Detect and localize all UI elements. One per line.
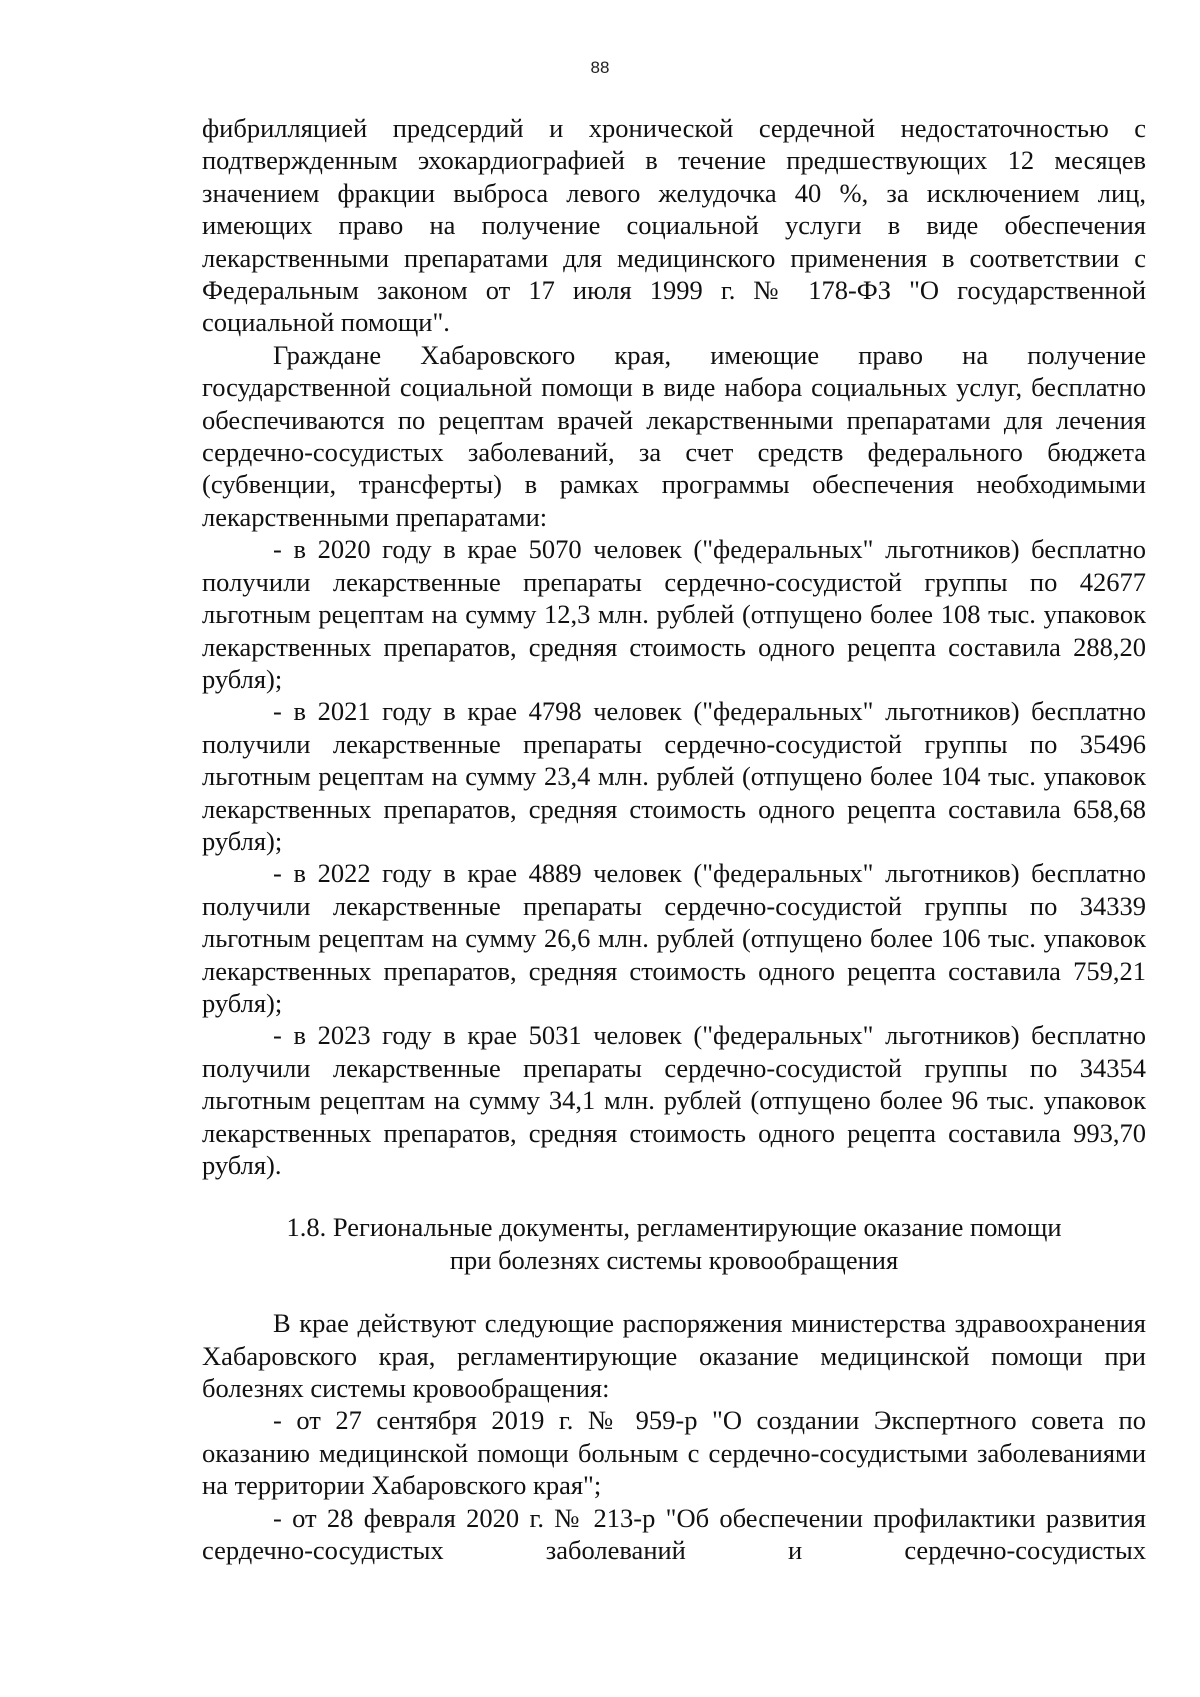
paragraph-regional-orders: В крае действуют следующие распоряжения министерства здравоохранения Хабаровского края, регламентирующие оказание медицинской помощи при болезнях системы кровообращения:	[202, 1308, 1146, 1404]
section-heading-line-2: при болезнях системы кровообращения	[449, 1244, 899, 1275]
list-item-2022: - в 2022 году в крае 4889 человек ("федеральных" льготников) бесплатно получили лекарственные препараты сердечно-сосудистой группы по 34339 льготным рецептам на сумму 26,6 млн. рублей (отпущено более 106 тыс. упаковок лекарственных препаратов, средняя стоимость одного рецепта составила 759,21 рубля);	[202, 858, 1146, 1018]
document-body	[202, 112, 1146, 1566]
paragraph-continuation: фибрилляцией предсердий и хронической сердечной недостаточностью с подтвержденным эхокардиографией в течение предшествующих 12 месяцев значением фракции выброса левого желудочка 40 %, за исключением лиц, имеющих право на получение социальной услуги в виде обеспечения лекарственными препаратами для медицинского применения в соответствии с Федеральным законом от 17 июля 1999 г. № 178-ФЗ "О государственной социальной помощи".	[202, 113, 1146, 338]
section-heading-line-1: 1.8. Региональные документы, регламентирующие оказание помощи	[286, 1212, 1062, 1243]
section-heading	[202, 1211, 1146, 1276]
page-number: 88	[590, 58, 610, 77]
list-item-2020: - в 2020 году в крае 5070 человек ("федеральных" льготников) бесплатно получили лекарственные препараты сердечно-сосудистой группы по 42677 льготным рецептам на сумму 12,3 млн. рублей (отпущено более 108 тыс. упаковок лекарственных препаратов, средняя стоимость одного рецепта составила 288,20 рубля);	[202, 534, 1146, 694]
list-item-2023: - в 2023 году в крае 5031 человек ("федеральных" льготников) бесплатно получили лекарственные препараты сердечно-сосудистой группы по 34354 льготным рецептам на сумму 34,1 млн. рублей (отпущено более 96 тыс. упаковок лекарственных препаратов, средняя стоимость одного рецепта составила 993,70 рубля).	[202, 1020, 1146, 1180]
paragraph-citizens-benefits: Граждане Хабаровского края, имеющие право на получение государственной социальной помощи в виде набора социальных услуг, бесплатно обеспечиваются по рецептам врачей лекарственными препаратами для лечения сердечно-сосудистых заболеваний, за счет средств федерального бюджета (субвенции, трансферты) в рамках программы обеспечения необходимыми лекарственными препаратами:	[202, 339, 1146, 532]
list-item-order-959: - от 27 сентября 2019 г. № 959-р "О создании Экспертного совета по оказанию медицинской помощи больным с сердечно-сосудистыми заболеваниями на территории Хабаровского края";	[202, 1405, 1146, 1501]
list-item-order-213: - от 28 февраля 2020 г. № 213-р "Об обеспечении профилактики развития сердечно-сосудистых заболеваний и сердечно-сосудистых	[202, 1502, 1146, 1566]
list-item-2021: - в 2021 году в крае 4798 человек ("федеральных" льготников) бесплатно получили лекарственные препараты сердечно-сосудистой группы по 35496 льготным рецептам на сумму 23,4 млн. рублей (отпущено более 104 тыс. упаковок лекарственных препаратов, средняя стоимость одного рецепта составила 658,68 рубля);	[202, 696, 1146, 856]
